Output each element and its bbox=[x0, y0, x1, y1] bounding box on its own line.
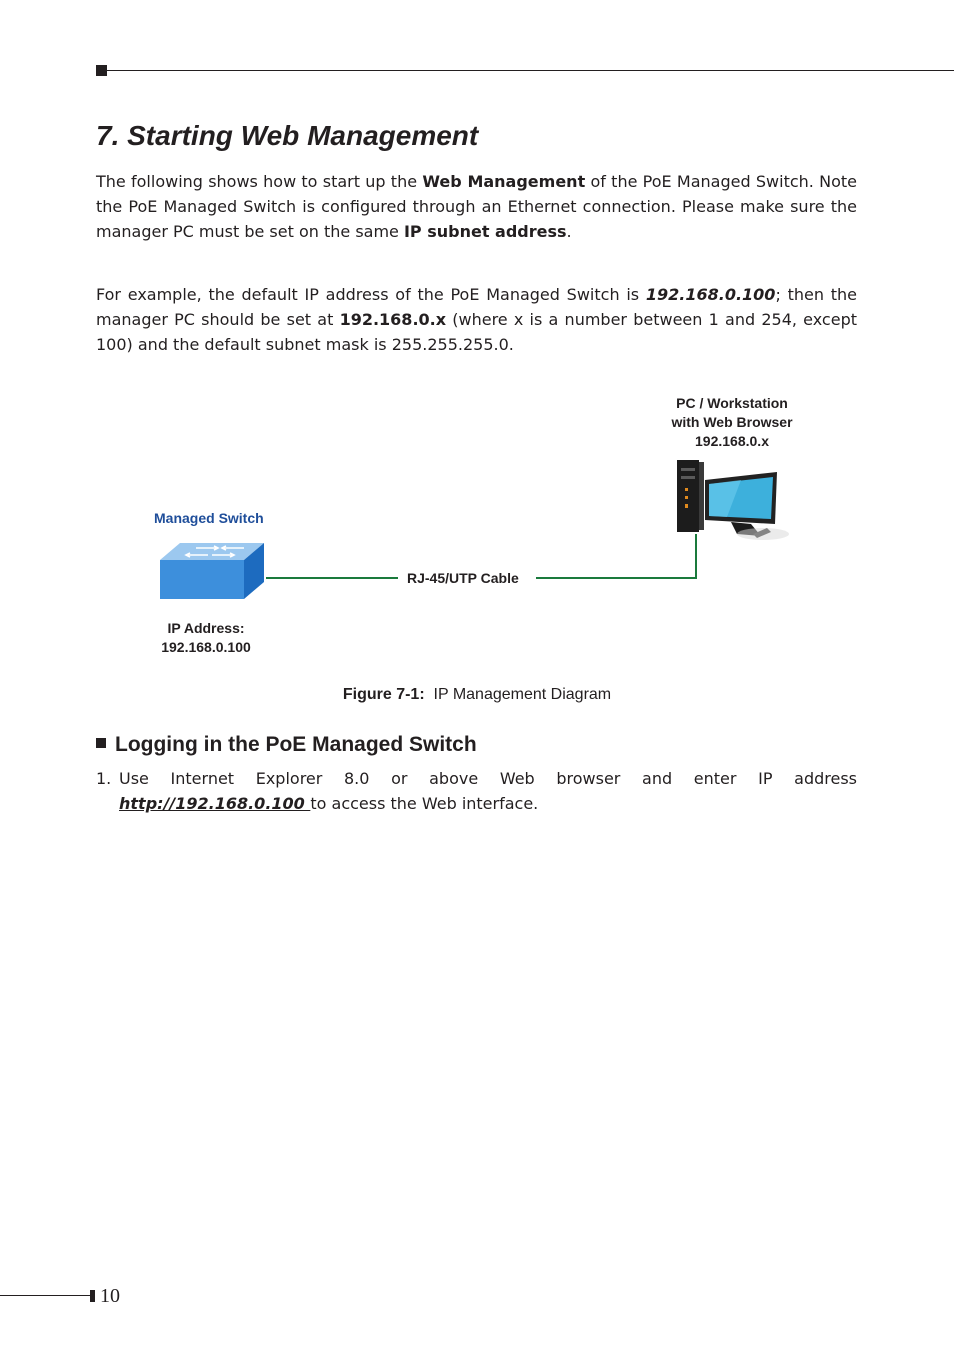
ip-address-label: IP Address: 192.168.0.100 bbox=[161, 620, 251, 655]
section-title: 7. Starting Web Management bbox=[96, 120, 479, 151]
subsection-title: Logging in the PoE Managed Switch bbox=[96, 733, 477, 757]
page-number: 10 bbox=[100, 1285, 120, 1307]
pc-workstation-icon bbox=[671, 456, 791, 546]
intro-paragraph: The following shows how to start up the Web Management of the PoE Managed Switch. Note the PoE Managed Switch is configured through an Ethernet connection. Please make sure the manager PC must be set on the same IP subnet address. bbox=[96, 172, 857, 241]
cable-label: RJ-45/UTP Cable bbox=[407, 570, 519, 586]
pc-ip: 192.168.0.x bbox=[339, 310, 447, 329]
footer-tick bbox=[90, 1290, 95, 1302]
footer-rule bbox=[0, 1295, 90, 1296]
header-square bbox=[96, 65, 107, 76]
step-1: 1. Use Internet Explorer 8.0 or above Web browser and enter IP address http://192.168.0.100 to access the Web interface. bbox=[96, 766, 857, 816]
bullet-square-icon bbox=[96, 738, 106, 748]
switch-label: Managed Switch bbox=[154, 510, 264, 526]
pc-label: PC / Workstation with Web Browser 192.168.0.x bbox=[671, 395, 793, 449]
ip-management-diagram bbox=[96, 380, 796, 670]
figure-caption: Figure 7-1: IP Management Diagram bbox=[342, 686, 612, 703]
web-url-link[interactable]: http://192.168.0.100 bbox=[119, 794, 311, 813]
switch-icon bbox=[160, 540, 266, 602]
default-ip: 192.168.0.100 bbox=[645, 285, 776, 304]
step-number: 1. bbox=[96, 769, 112, 788]
figure-number: Figure 7-1: bbox=[342, 686, 425, 703]
header-rule bbox=[107, 70, 954, 71]
example-paragraph: For example, the default IP address of the PoE Managed Switch is 192.168.0.100; then the manager PC should be set at 192.168.0.x (where x is a number between 1 and 254, except 100) and the default subnet mask is 255.255.255.0. bbox=[96, 285, 857, 354]
